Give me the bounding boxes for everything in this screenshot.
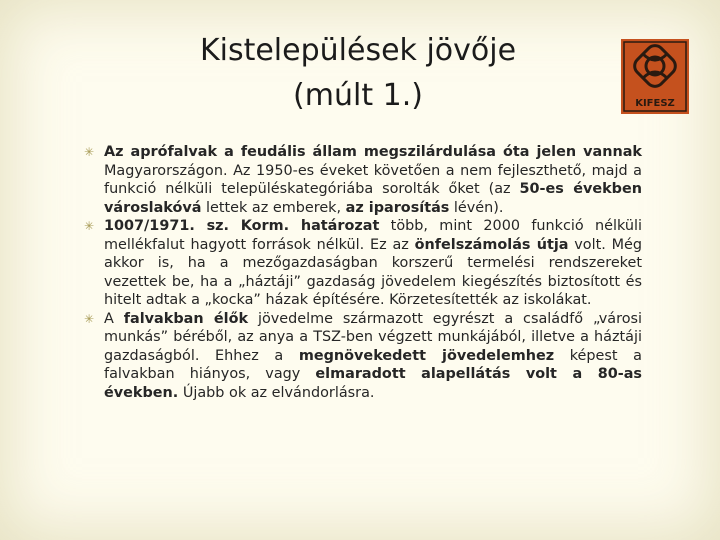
bullet-text: Magyarországon. Az 1950-es éveket követően a nem fejleszthető, majd a funkció nélküli településkategóriába sorolták őket (az [104,162,642,197]
bullet-item [84,217,642,310]
bullet-item [84,310,642,403]
asterisk-bullet-icon: ✳ [84,219,95,233]
bullet-text-bold: önfelszámolás útja [414,236,569,253]
bullet-item [84,143,642,217]
bullet-text: lévén). [449,199,504,216]
bullet-text: képest a falvakban hiányos, vagy [104,347,642,382]
bullet-text: A [104,310,124,327]
bullet-text: több, mint 2000 funkció nélküli mellékfalut hagyott források nélkül. Ez az [104,218,643,253]
bullet-text-bold: megnövekedett jövedelemhez [298,347,555,364]
bullet-text-bold: elmaradott alapellátás volt a 80-as években. [104,366,642,401]
bullet-text: jövedelme származott egyrészt a családfő „városi munkás” béréből, az anya a TSZ-ben végzett munkájából, illetve a háztáji gazdaságból. Ehhez a [104,310,643,364]
bullet-text-bold: falvakban élők [123,310,249,327]
title-line-1: Kistelepülések jövője [199,33,517,68]
kifesz-logo [621,39,689,114]
asterisk-bullet-icon: ✳ [84,311,95,326]
bullet-list [84,143,642,402]
logo-text: KIFESZ [635,98,675,109]
bullet-text-bold: 50-es években városlakóvá [104,181,642,216]
title-line-2: (múlt 1.) [293,78,423,113]
bullet-text-bold: az iparosítás [345,199,450,216]
bullet-text: lettek az emberek, [201,199,346,216]
asterisk-bullet-icon: ✳ [84,145,95,159]
bullet-text-bold: Az aprófalvak a feudális állam megszilárdulása óta jelen vannak [104,144,642,160]
slide-title [150,28,566,118]
bullet-text: Újabb ok az elvándorlásra. [178,384,375,401]
bullet-text: volt. Még akkor is, ha a mezőgazdaságban korszerű termelési rendszereket vezettek be, ha a „háztáji” gazdaság jövedelem kiegészítés biztosított és hitelt adtak a „kocka” házak építésére. Körzetesítették az iskolákat. [104,236,642,308]
bullet-text-bold: 1007/1971. sz. Korm. határozat [104,218,380,234]
